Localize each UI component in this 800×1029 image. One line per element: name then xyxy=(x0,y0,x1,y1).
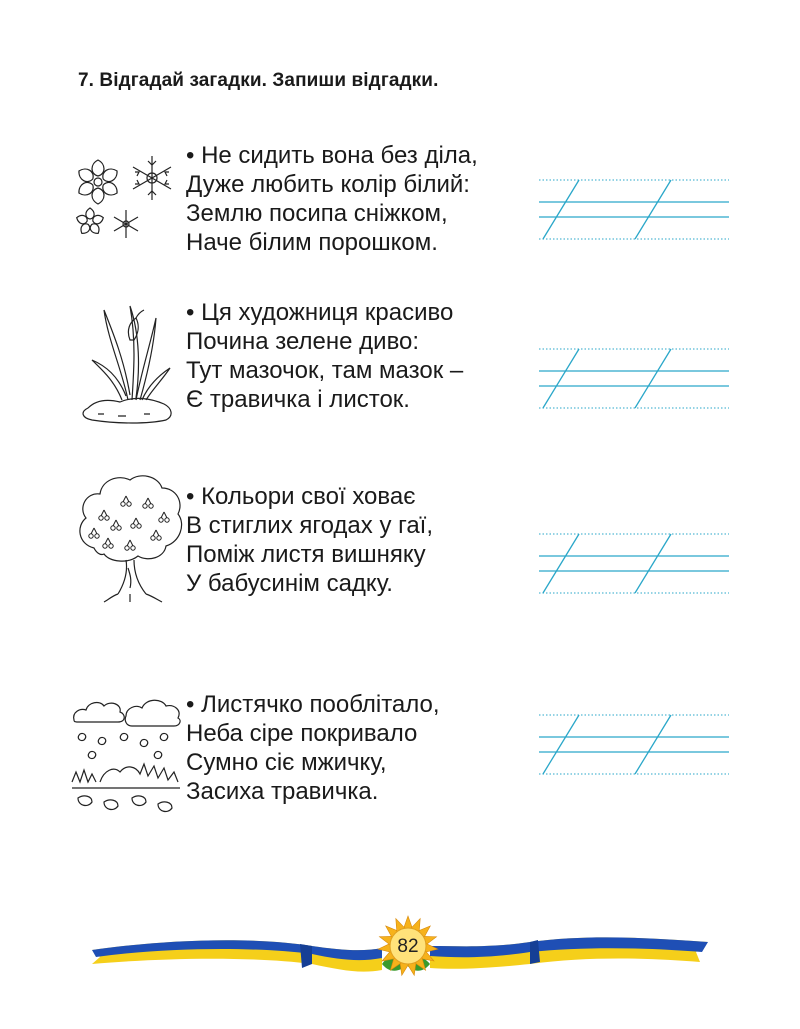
riddle-4-line-4: Засиха травичка. xyxy=(186,778,379,805)
task-title: 7. Відгадай загадки. Запиши відгадки. xyxy=(78,70,439,91)
answer-lines[interactable] xyxy=(539,348,729,410)
grass-icon xyxy=(78,300,178,426)
snowflakes-icon xyxy=(70,150,182,242)
riddle-3-line-2: В стиглих ягодах у гаї, xyxy=(186,512,434,539)
riddle-4-line-2: Неба сіре покривало xyxy=(186,720,418,747)
riddle-4-line-1: • Листячко пооблітало, xyxy=(186,691,440,718)
cherry-tree-icon xyxy=(74,468,186,604)
riddle-1-line-3: Землю посипа сніжком, xyxy=(186,200,448,227)
answer-lines[interactable] xyxy=(539,179,729,241)
riddle-3-line-3: Поміж листя вишняку xyxy=(186,541,426,568)
riddle-2-line-2: Почина зелене диво: xyxy=(186,328,420,355)
riddle-2-line-4: Є травичка і листок. xyxy=(186,386,410,413)
riddle-3-line-4: У бабусинім садку. xyxy=(186,570,393,597)
riddle-1-line-4: Наче білим порошком. xyxy=(186,229,438,256)
autumn-clouds-icon xyxy=(70,694,186,818)
riddle-2-line-3: Тут мазочок, там мазок – xyxy=(186,357,464,384)
page-number: 82 xyxy=(397,936,419,957)
answer-lines[interactable] xyxy=(539,533,729,595)
riddle-1-line-1: • Не сидить вона без діла, xyxy=(186,142,478,169)
riddle-4-line-3: Сумно сіє мжичку, xyxy=(186,749,387,776)
riddle-1-line-2: Дуже любить колір білий: xyxy=(186,171,470,198)
answer-lines[interactable] xyxy=(539,714,729,776)
riddle-2-line-1: • Ця художниця красиво xyxy=(186,299,454,326)
riddle-3-line-1: • Кольори свої ховає xyxy=(186,483,416,510)
